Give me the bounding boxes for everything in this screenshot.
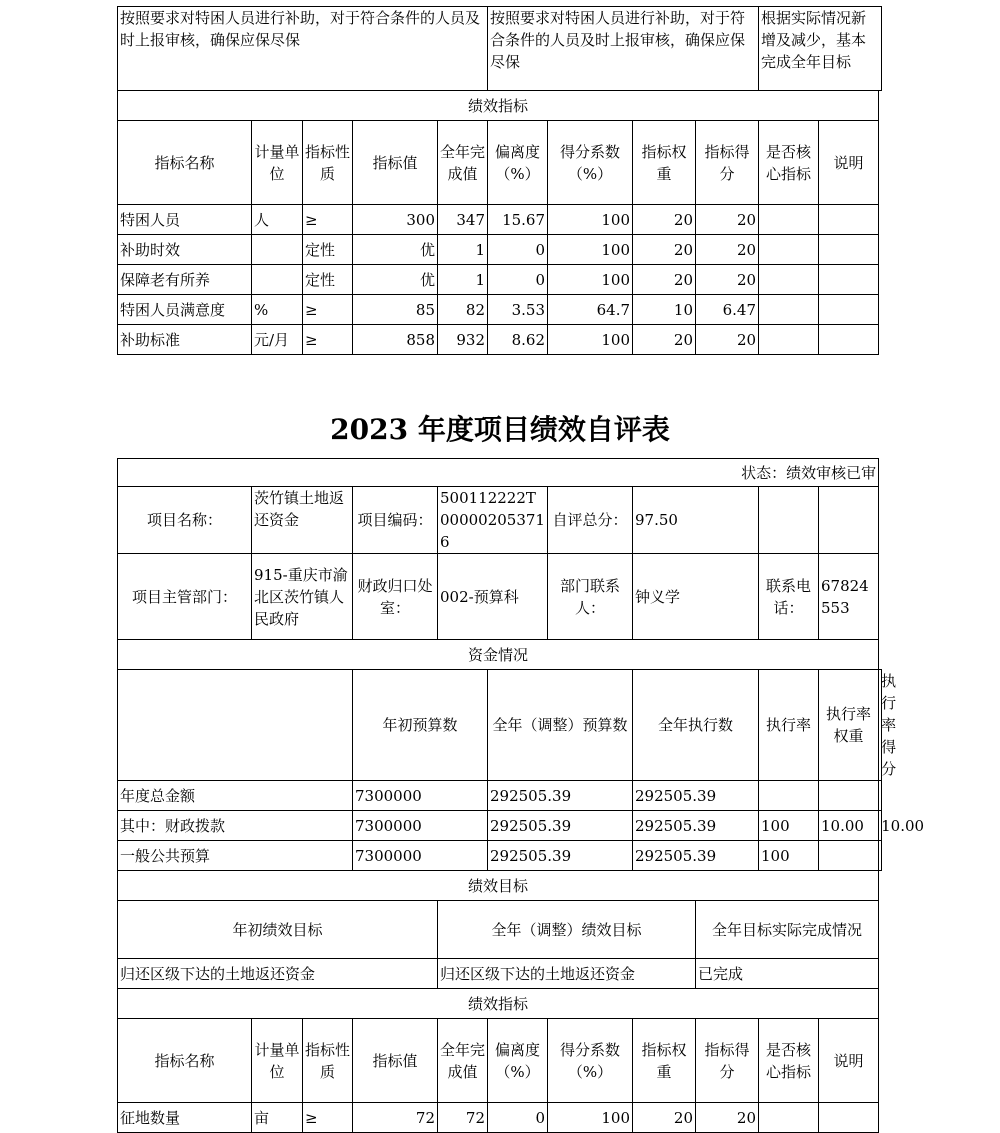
col-header: 执行率得分 — [879, 670, 882, 781]
funds-row — [118, 781, 882, 811]
table-cell: 20 — [696, 1103, 759, 1133]
table-cell: ≥ — [303, 205, 353, 235]
table-cell: 72 — [438, 1103, 488, 1133]
table-cell: 保障老有所养 — [118, 265, 252, 295]
table-cell: 347 — [438, 205, 488, 235]
dept-value: 915-重庆市渝北区茨竹镇人民政府 — [252, 554, 353, 640]
self-evaluation-table — [117, 458, 925, 1133]
table-cell: 20 — [633, 325, 696, 355]
table-cell: 100 — [759, 811, 819, 841]
table-cell: 0 — [488, 1103, 548, 1133]
table-cell: 1 — [438, 235, 488, 265]
contact-label: 部门联系人： — [548, 554, 633, 640]
table-cell — [759, 265, 819, 295]
table-cell: 0 — [488, 265, 548, 295]
table-cell: 292505.39 — [633, 811, 759, 841]
table-cell: 100 — [548, 265, 633, 295]
table-cell: 15.67 — [488, 205, 548, 235]
col-header: 全年（调整）预算数 — [488, 670, 633, 781]
table-cell: 定性 — [303, 235, 353, 265]
table-cell: 8.62 — [488, 325, 548, 355]
table-cell: 7300000 — [353, 841, 488, 871]
col-header: 年初预算数 — [353, 670, 488, 781]
status-text: 状态：绩效审核已审 — [118, 459, 879, 487]
actual-goal-value: 已完成 — [696, 959, 879, 989]
table-cell: 100 — [548, 205, 633, 235]
col-header: 指标名称 — [118, 1019, 252, 1103]
page-title: 2023 年度项目绩效自评表 — [330, 413, 670, 446]
col-header: 计量单位 — [252, 121, 303, 205]
adjusted-goal-text: 按照要求对特困人员进行补助，对于符合条件的人员及时上报审核，确保应保尽保 — [488, 7, 759, 91]
col-header: 执行率 — [759, 670, 819, 781]
col-header: 计量单位 — [252, 1019, 303, 1103]
col-header: 是否核心指标 — [759, 121, 819, 205]
table-cell: ≥ — [303, 325, 353, 355]
table-cell: 20 — [696, 235, 759, 265]
table-cell — [819, 1103, 879, 1133]
col-header: 指标值 — [353, 1019, 438, 1103]
col-header: 说明 — [819, 1019, 879, 1103]
table-cell: 20 — [696, 325, 759, 355]
table-cell: 858 — [353, 325, 438, 355]
initial-goal-text: 按照要求对特困人员进行补助，对于符合条件的人员及时上报审核，确保应保尽保 — [118, 7, 488, 91]
table-cell: 292505.39 — [633, 841, 759, 871]
table-cell — [819, 265, 879, 295]
table-cell: 100 — [759, 841, 819, 871]
funds-rows — [118, 781, 925, 871]
table-cell: 20 — [633, 205, 696, 235]
col-header: 得分系数（%） — [548, 1019, 633, 1103]
indicator-rows — [118, 1103, 882, 1133]
col-header: 指标名称 — [118, 121, 252, 205]
project-info-row — [118, 487, 882, 554]
table-cell — [759, 781, 819, 811]
indicator-header-row — [118, 121, 882, 205]
col-header: 执行率权重 — [819, 670, 879, 781]
col-header: 偏离度（%） — [488, 121, 548, 205]
project-name-value: 茨竹镇土地返还资金 — [252, 487, 353, 554]
goal-value-row — [118, 959, 882, 989]
col-header: 全年（调整）绩效目标 — [438, 901, 696, 959]
table-cell: 20 — [696, 265, 759, 295]
table-row — [118, 235, 882, 265]
table-cell — [819, 841, 879, 871]
table-cell — [879, 841, 882, 871]
section-indicators: 绩效指标 — [118, 91, 879, 121]
table-cell: 年度总金额 — [118, 781, 353, 811]
table-row — [118, 265, 882, 295]
table-cell — [819, 235, 879, 265]
initial-goal-value: 归还区级下达的土地返还资金 — [118, 959, 438, 989]
table-cell: 0 — [488, 235, 548, 265]
funds-header-row — [118, 670, 882, 781]
top-indicator-table — [117, 6, 882, 355]
table-cell: % — [252, 295, 303, 325]
table-cell: 其中：财政拨款 — [118, 811, 353, 841]
self-score-value: 97.50 — [633, 487, 759, 554]
dept-info-row — [118, 554, 882, 640]
table-cell: 补助标准 — [118, 325, 252, 355]
table-cell — [759, 235, 819, 265]
table-cell: ≥ — [303, 295, 353, 325]
table-cell — [819, 205, 879, 235]
goal-row — [118, 7, 882, 91]
table-cell: 7300000 — [353, 811, 488, 841]
actual-goal-text: 根据实际情况新增及减少，基本完成全年目标 — [759, 7, 882, 91]
table-cell: 补助时效 — [118, 235, 252, 265]
table-cell: 85 — [353, 295, 438, 325]
table-cell: 292505.39 — [488, 841, 633, 871]
table-cell — [759, 325, 819, 355]
table-cell: 292505.39 — [488, 811, 633, 841]
table-cell: 82 — [438, 295, 488, 325]
funds-row — [118, 811, 882, 841]
table-cell: 20 — [633, 235, 696, 265]
col-header: 指标性质 — [303, 1019, 353, 1103]
col-header: 年初绩效目标 — [118, 901, 438, 959]
adjusted-goal-value: 归还区级下达的土地返还资金 — [438, 959, 696, 989]
project-code-value: 500112222T000002053716 — [438, 487, 548, 554]
col-header: 指标权重 — [633, 1019, 696, 1103]
table-cell: 72 — [353, 1103, 438, 1133]
table-cell: 20 — [633, 1103, 696, 1133]
table-cell: 20 — [633, 265, 696, 295]
table-cell: 292505.39 — [488, 781, 633, 811]
table-cell — [252, 265, 303, 295]
col-header: 指标性质 — [303, 121, 353, 205]
col-header: 全年完成值 — [438, 121, 488, 205]
funds-section-header: 资金情况 — [118, 640, 879, 670]
table-cell — [819, 295, 879, 325]
table-cell — [879, 781, 882, 811]
table-cell — [759, 205, 819, 235]
table-cell: 100 — [548, 1103, 633, 1133]
table-cell: 932 — [438, 325, 488, 355]
table-cell: ≥ — [303, 1103, 353, 1133]
col-header: 偏离度（%） — [488, 1019, 548, 1103]
table-cell: 292505.39 — [633, 781, 759, 811]
table-cell: 定性 — [303, 265, 353, 295]
table-cell — [252, 235, 303, 265]
col-header: 指标得分 — [696, 1019, 759, 1103]
table-cell: 64.7 — [548, 295, 633, 325]
phone-label: 联系电话： — [759, 554, 819, 640]
table-cell: 7300000 — [353, 781, 488, 811]
phone-value: 67824553 — [819, 554, 879, 640]
table-cell: 1 — [438, 265, 488, 295]
contact-value: 钟义学 — [633, 554, 759, 640]
col-header: 指标值 — [353, 121, 438, 205]
table-row — [118, 325, 882, 355]
funds-row — [118, 841, 882, 871]
finance-office-label: 财政归口处室： — [353, 554, 438, 640]
col-header: 得分系数（%） — [548, 121, 633, 205]
project-code-label: 项目编码： — [353, 487, 438, 554]
table-cell: 6.47 — [696, 295, 759, 325]
table-cell: 特困人员满意度 — [118, 295, 252, 325]
col-header: 说明 — [819, 121, 879, 205]
table-cell: 征地数量 — [118, 1103, 252, 1133]
table-row — [118, 1103, 882, 1133]
table-cell: 10.00 — [879, 811, 882, 841]
dept-label: 项目主管部门： — [118, 554, 252, 640]
table-cell: 300 — [353, 205, 438, 235]
col-header: 全年目标实际完成情况 — [696, 901, 879, 959]
table-row — [118, 295, 882, 325]
indicator-header-row — [118, 1019, 882, 1103]
table-cell: 20 — [696, 205, 759, 235]
table-cell: 特困人员 — [118, 205, 252, 235]
col-header: 指标得分 — [696, 121, 759, 205]
table-cell: 100 — [548, 235, 633, 265]
table-cell: 10.00 — [819, 811, 879, 841]
goals-section-header: 绩效目标 — [118, 871, 879, 901]
table-cell: 亩 — [252, 1103, 303, 1133]
self-score-label: 自评总分： — [548, 487, 633, 554]
table-cell — [819, 325, 879, 355]
indicators-section-header: 绩效指标 — [118, 989, 879, 1019]
table-cell — [819, 781, 879, 811]
col-header: 全年执行数 — [633, 670, 759, 781]
goal-header-row — [118, 901, 882, 959]
table-cell: 3.53 — [488, 295, 548, 325]
table-cell: 元/月 — [252, 325, 303, 355]
col-header: 全年完成值 — [438, 1019, 488, 1103]
table-cell — [759, 295, 819, 325]
table-row — [118, 205, 882, 235]
col-header: 指标权重 — [633, 121, 696, 205]
project-name-label: 项目名称： — [118, 487, 252, 554]
top-indicator-rows — [118, 205, 882, 355]
finance-office-value: 002-预算科 — [438, 554, 548, 640]
table-cell: 优 — [353, 235, 438, 265]
table-cell: 10 — [633, 295, 696, 325]
table-cell — [759, 1103, 819, 1133]
table-cell: 一般公共预算 — [118, 841, 353, 871]
table-cell: 人 — [252, 205, 303, 235]
col-header: 是否核心指标 — [759, 1019, 819, 1103]
table-cell: 100 — [548, 325, 633, 355]
table-cell: 优 — [353, 265, 438, 295]
